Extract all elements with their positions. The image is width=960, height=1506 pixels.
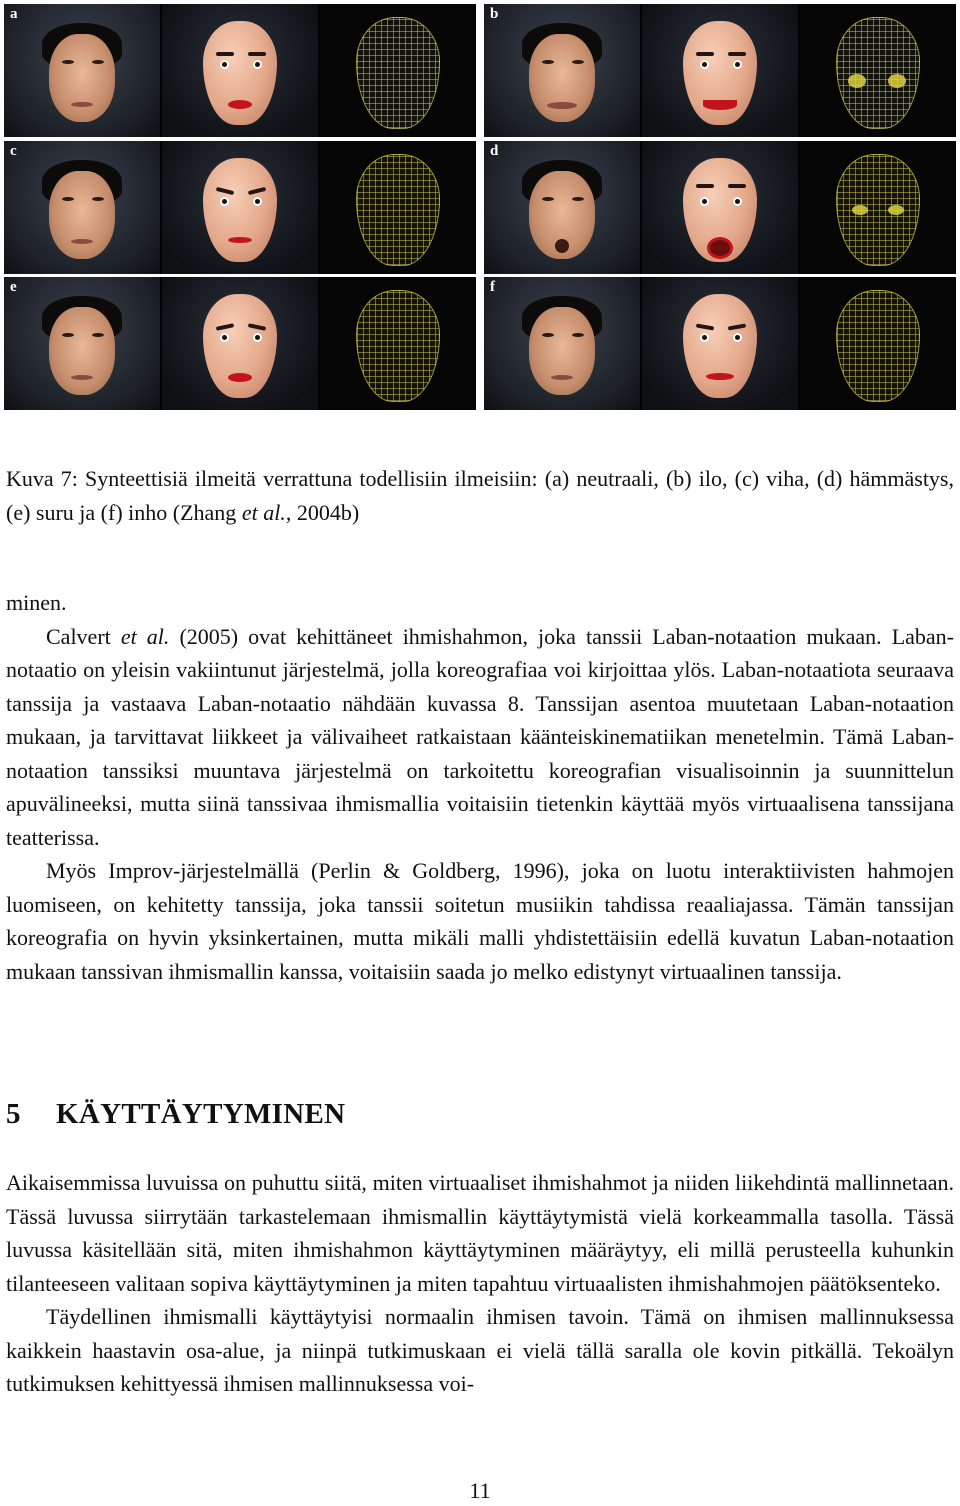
paragraph-complete-model: Täydellinen ihmismalli käyttäytyisi normaalin ihmisen tavoin. Tämä on ihmisen mallinnuksessa kaikkein haastavin osa-alue, ja niinpä tutkimuskaan ei vielä tällä saralla ole kovin pitkällä. Tekoälyn tutkimuksen kehittyessä ihmisen mallinnuksessa voi-	[6, 1304, 954, 1396]
caption-et-al: et al.	[241, 500, 286, 525]
real-face-photo	[484, 141, 642, 274]
synthetic-face	[162, 277, 320, 410]
paragraph-continuation: minen.	[6, 590, 67, 615]
body-text	[6, 586, 954, 988]
panel-label: c	[10, 143, 17, 159]
figure-panel-e	[4, 277, 476, 410]
synthetic-face	[162, 4, 320, 137]
panel-label: f	[490, 279, 495, 295]
panel-label: b	[490, 6, 499, 22]
caption-text: Kuva 7: Synteettisiä ilmeitä verrattuna todellisiin ilmeisiin: (a) neutraali, (b) ilo, (c) viha, (d) hämmästys, (e) suru ja (f) inho (Zhang	[6, 466, 954, 525]
paragraph-text: Calvert	[46, 623, 121, 649]
synthetic-face	[642, 277, 800, 410]
synthetic-face	[162, 141, 320, 274]
real-face-photo	[484, 4, 642, 137]
wireframe-face-mesh	[800, 4, 956, 137]
wireframe-face-mesh	[320, 141, 476, 274]
section-number: 5	[6, 1098, 21, 1130]
et-al: et al.	[120, 623, 170, 649]
panel-label: a	[10, 6, 18, 22]
figure-panel-d	[484, 141, 956, 274]
panel-label: d	[490, 143, 499, 159]
figure-panel-b	[484, 4, 956, 137]
figure-facial-expressions	[4, 4, 956, 410]
real-face-photo	[4, 141, 162, 274]
synthetic-face	[642, 4, 800, 137]
section-body-text	[6, 1166, 954, 1401]
paragraph-improv: Myös Improv-järjestelmällä (Perlin & Goldberg, 1996), joka on luotu interaktiivisten hahmojen luomiseen, on kehitetty tanssija, joka tanssii soitetun musiikin tahdissa reaaliajassa. Tämän tanssijan koreografia on hyvin yksinkertainen, mutta mikäli malli yhdistettäisiin edellä kuvatun Laban-notaation mukaan tanssivan ihmismallin kanssa, voitaisiin saada jo melko edistynyt virtuaalinen tanssija.	[6, 858, 954, 984]
paragraph-intro: Aikaisemmissa luvuissa on puhuttu siitä, miten virtuaaliset ihmishahmot ja niiden liikehdintä mallinnetaan. Tässä luvussa siirrytään tarkastelemaan ihmismallin käyttäytymistä vielä korkeammalla tasolla. Tässä luvussa käsitellään sitä, miten ihmishahmon käyttäytyminen määräytyy, eli millä perusteella kuhunkin tilanteeseen valitaan sopiva käyttäytyminen ja miten tapahtuu virtuaalisten ihmishahmojen päätöksenteko.	[6, 1170, 954, 1296]
figure-caption	[6, 462, 954, 530]
paragraph-text: (2005) ovat kehittäneet ihmishahmon, joka tanssii Laban-notaation mukaan. Laban-notaatio on yleisin vakiintunut järjestelmä, jolla koreografiaa voi kirjoittaa ylös. Laban-notaatiota seuraava tanssija ja vastaava Laban-notaatio nähdään kuvassa 8. Tanssijan asentoa muutetaan Laban-notaation mukaan, ja tarvittavat liikkeet ja välivaiheet ratkaistaan käänteiskinematiikan menetelmin. Tämä Laban-notaation tanssiksi muuntava järjestelmä on tarkoitettu koreografian visualisoinnin ja suunnittelun apuvälineeksi, mutta siinä tanssivaa ihmismallia voitaisiin tietenkin käyttää myös virtuaalisena tanssijana teatterissa.	[6, 623, 954, 850]
real-face-photo	[4, 4, 162, 137]
real-face-photo	[4, 277, 162, 410]
wireframe-face-mesh	[320, 277, 476, 410]
panel-label: e	[10, 279, 17, 295]
wireframe-face-mesh	[320, 4, 476, 137]
caption-citation-year: , 2004b)	[285, 500, 360, 525]
figure-panel-c	[4, 141, 476, 274]
figure-panel-f	[484, 277, 956, 410]
section-title: KÄYTTÄYTYMINEN	[56, 1098, 346, 1130]
page-number: 11	[469, 1478, 491, 1503]
figure-panel-a	[4, 4, 476, 137]
section-heading	[6, 1098, 345, 1131]
wireframe-face-mesh	[800, 141, 956, 274]
paragraph-calvert	[6, 620, 954, 855]
real-face-photo	[484, 277, 642, 410]
wireframe-face-mesh	[800, 277, 956, 410]
synthetic-face	[642, 141, 800, 274]
